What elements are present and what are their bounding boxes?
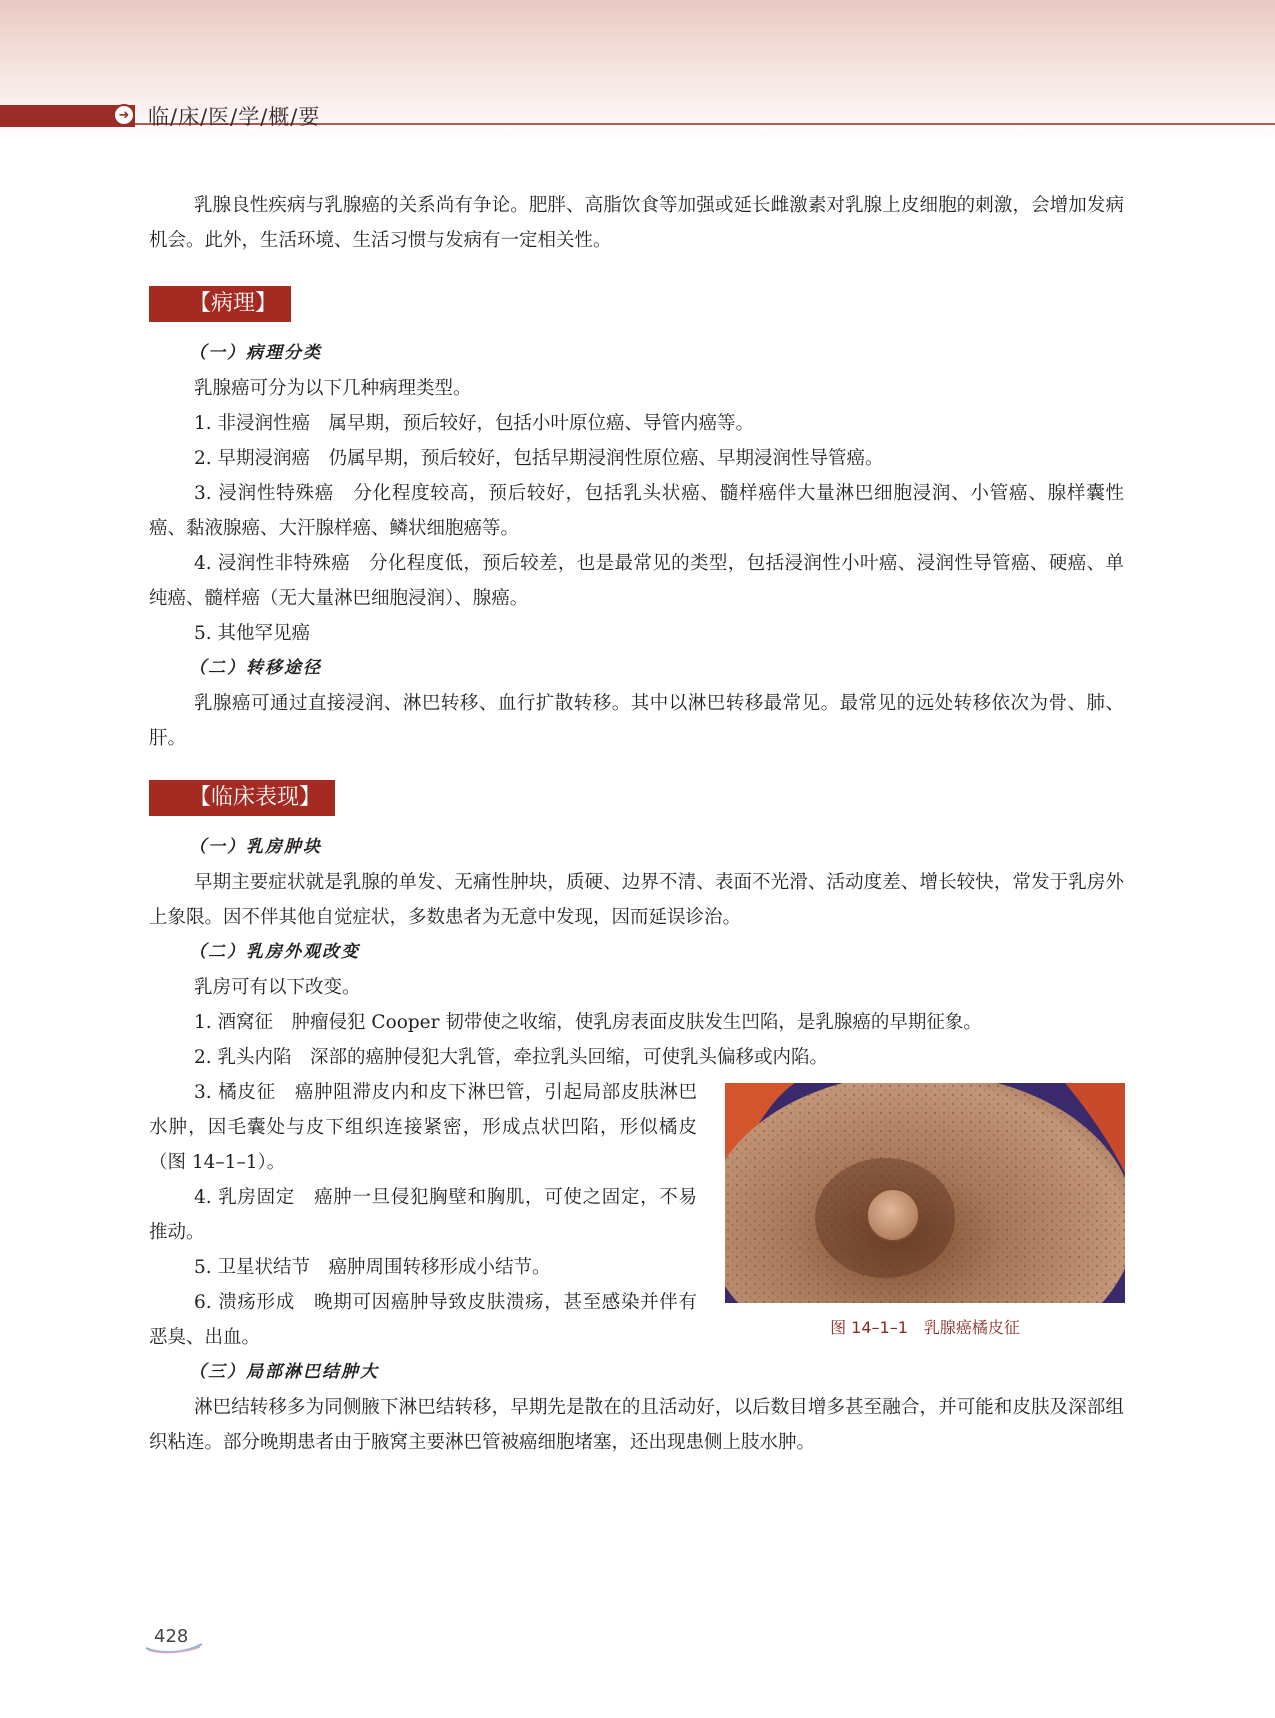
appearance-item-1: 1. 酒窝征 肿瘤侵犯 Cooper 韧带使之收缩，使乳房表面皮肤发生凹陷，是乳腺癌的早期征象。 — [194, 1012, 982, 1033]
lymph-node-paragraph: 淋巴结转移多为同侧腋下淋巴结转移，早期先是散在的且活动好，以后数目增多甚至融合，并可能和皮肤及深部组织粘连。部分晚期患者由于腋窝主要淋巴管被癌细胞堵塞，还出现患侧上肢水肿。 — [149, 1397, 1124, 1453]
subheading-breast-lump: （一）乳房肿块 — [189, 837, 322, 857]
figure-row — [149, 1075, 1124, 1355]
appearance-item-4: 4. 乳房固定 癌肿一旦侵犯胸壁和胸肌，可使之固定，不易推动。 — [149, 1187, 697, 1243]
figure-caption: 图 14–1–1 乳腺癌橘皮征 — [830, 1318, 1020, 1337]
subheading-pathology-classification: （一）病理分类 — [189, 343, 322, 363]
appearance-item-5: 5. 卫星状结节 癌肿周围转移形成小结节。 — [194, 1257, 551, 1278]
appearance-item-6: 6. 溃疡形成 晚期可因癌肿导致皮肤溃疡，甚至感染并伴有恶臭、出血。 — [149, 1292, 697, 1348]
pathology-item-3: 3. 浸润性特殊癌 分化程度较高，预后较好，包括乳头状癌、髓样癌伴大量淋巴细胞浸润、小管癌、腺样囊性癌、黏液腺癌、大汗腺样癌、鳞状细胞癌等。 — [149, 483, 1124, 539]
appearance-item-2: 2. 乳头内陷 深部的癌肿侵犯大乳管，牵拉乳头回缩，可使乳头偏移或内陷。 — [194, 1047, 829, 1068]
metastasis-paragraph: 乳腺癌可通过直接浸润、淋巴转移、血行扩散转移。其中以淋巴转移最常见。最常见的远处转移依次为骨、肺、肝。 — [149, 693, 1124, 749]
breast-lump-paragraph: 早期主要症状就是乳腺的单发、无痛性肿块，质硬、边界不清、表面不光滑、活动度差、增长较快，常发于乳房外上象限。因不伴其他自觉症状，多数患者为无意中发现，因而延误诊治。 — [149, 872, 1124, 928]
running-header-title: 临/床/医/学/概/要 — [148, 105, 321, 129]
section-heading-clinical: 【临床表现】 — [149, 780, 335, 816]
intro-paragraph: 乳腺良性疾病与乳腺癌的关系尚有争论。肥胖、高脂饮食等加强或延长雌激素对乳腺上皮细胞的刺激，会增加发病机会。此外，生活环境、生活习惯与发病有一定相关性。 — [149, 195, 1124, 251]
page-number-swoosh — [144, 1640, 204, 1654]
arrow-right-icon: ➜ — [113, 104, 135, 126]
pathology-item-1: 1. 非浸润性癌 属早期，预后较好，包括小叶原位癌、导管内癌等。 — [194, 413, 755, 434]
pathology-item-4: 4. 浸润性非特殊癌 分化程度低，预后较差，也是最常见的类型，包括浸润性小叶癌、浸润性导管癌、硬癌、单纯癌、髓样癌（无大量淋巴细胞浸润）、腺癌。 — [149, 553, 1124, 609]
figure-peau-d-orange — [725, 1083, 1125, 1338]
figure-side-text — [149, 1075, 697, 1355]
subheading-metastasis: （二）转移途径 — [189, 658, 322, 678]
pathology-lead: 乳腺癌可分为以下几种病理类型。 — [194, 378, 472, 399]
subheading-appearance-change: （二）乳房外观改变 — [189, 942, 360, 962]
figure-photo — [725, 1083, 1125, 1303]
subheading-lymph-node: （三）局部淋巴结肿大 — [189, 1362, 379, 1382]
appearance-lead: 乳房可有以下改变。 — [194, 977, 361, 998]
page-number: 428 — [154, 1626, 189, 1647]
page-body — [149, 188, 1124, 1460]
pathology-item-5: 5. 其他罕见癌 — [194, 623, 311, 644]
section-heading-pathology: 【病理】 — [149, 286, 291, 322]
pathology-item-2: 2. 早期浸润癌 仍属早期，预后较好，包括早期浸润性原位癌、早期浸润性导管癌。 — [194, 448, 884, 469]
appearance-item-3: 3. 橘皮征 癌肿阻滞皮内和皮下淋巴管，引起局部皮肤淋巴水肿，因毛囊处与皮下组织连接紧密，形成点状凹陷，形似橘皮（图 14–1–1）。 — [149, 1082, 697, 1173]
